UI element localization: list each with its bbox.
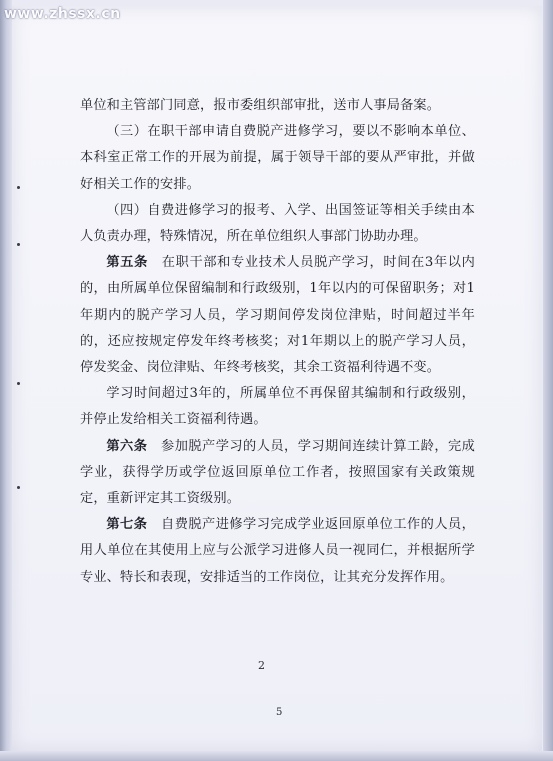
binding-mark: [17, 486, 20, 489]
paragraph-text: （三）在职干部申请自费脱产进修学习，要以不影响本单位、本科室正常工作的开展为前提，属于领导干部的要从严审批，并做好相关工作的安排。: [80, 124, 475, 192]
paragraph-text: 自费脱产进修学习完成学业返回原单位工作的人员，用人单位在其使用上应与公派学习进修人员一视同仁，并根据所学专业、特长和表现，安排适当的工作岗位，让其充分发挥作用。: [80, 517, 475, 585]
paragraph: [80, 381, 475, 433]
binding-mark: [17, 186, 20, 189]
binding-mark: [17, 382, 20, 385]
scan-edge-bottom: [0, 751, 553, 761]
paragraph-text: 单位和主管部门同意，报市委组织部审批，送市人事局备案。: [80, 98, 441, 113]
paragraph: [80, 198, 475, 250]
article-heading: 第六条: [106, 438, 148, 454]
article-paragraph: [80, 250, 475, 381]
paragraph-text: 参加脱产学习的人员，学习期间连续计算工龄，完成学业，获得学历或学位返回原单位工作者，按照国家有关政策规定，重新评定其工资级别。: [80, 438, 475, 507]
article-paragraph: [80, 512, 475, 591]
scan-edge-left: [0, 0, 12, 761]
binding-mark: [17, 243, 20, 246]
paragraph-text: （四）自费进修学习的报考、入学、出国签证等相关手续由本人负责办理，特殊情况，所在单位组织人事部门协助办理。: [80, 202, 475, 245]
article-paragraph: [80, 434, 475, 513]
paragraph-text: 在职干部和专业技术人员脱产学习，时间在3年以内的，由所属单位保留编制和行政级别，1年以内的可保留职务；对1年期内的脱产学习人员，学习期间停发岗位津贴，时间超过半年的，还应按规定停发年终考核奖；对1年期以上的脱产学习人员，停发奖金、岗位津贴、年终考核奖，其余工资福利待遇不变。: [80, 255, 475, 376]
page-number-inner: 2: [258, 659, 265, 672]
watermark-text: www.zhssx.cn: [4, 6, 121, 22]
article-heading: 第七条: [106, 517, 148, 533]
article-heading: 第五条: [106, 255, 148, 271]
paragraph-text: 学习时间超过3年的，所属单位不再保留其编制和行政级别，并停止发给相关工资福利待遇。: [80, 386, 475, 428]
scan-edge-right: [543, 0, 553, 761]
page-number-outer: 5: [276, 707, 283, 718]
document-body: [80, 93, 475, 591]
paragraph: [80, 93, 475, 119]
paragraph: [80, 119, 475, 198]
